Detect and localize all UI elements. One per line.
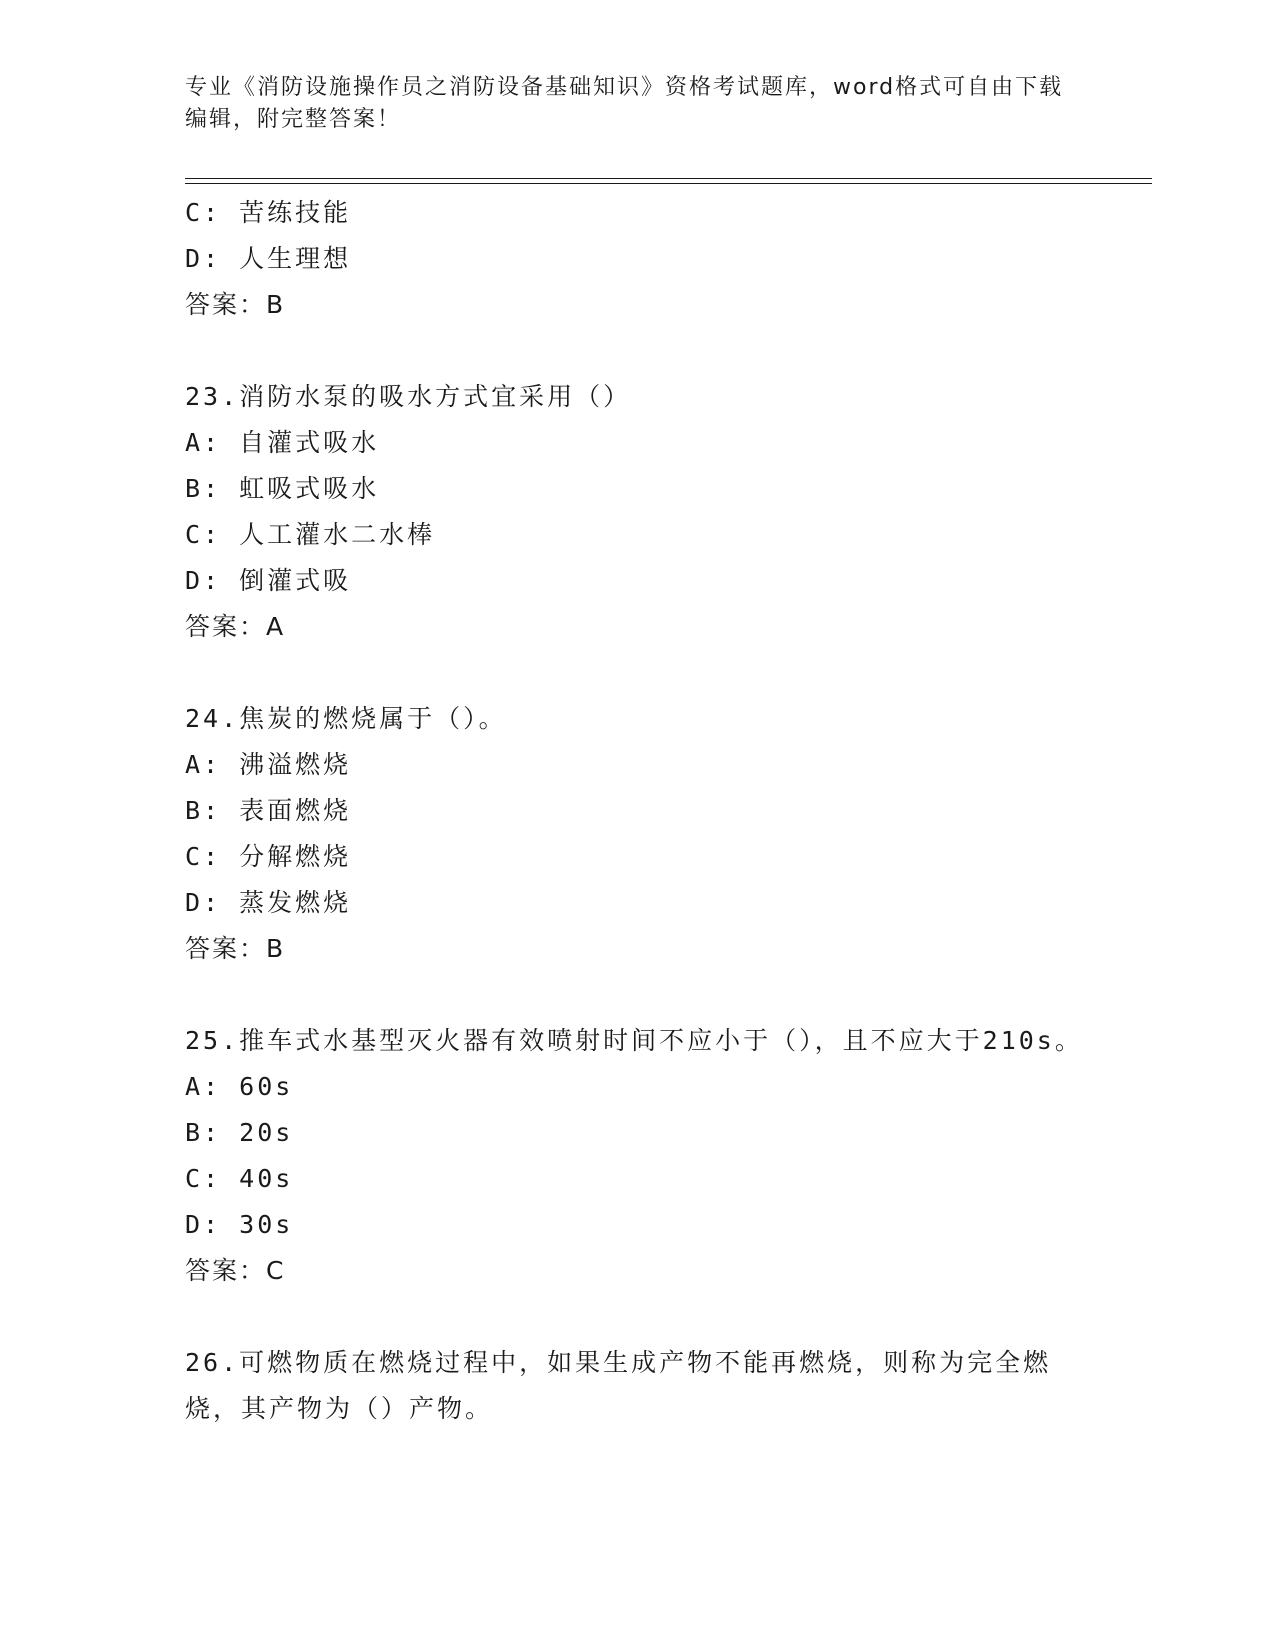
option-b: B: 虹吸式吸水 [185, 474, 380, 503]
question-stem: 25.推车式水基型灭火器有效喷射时间不应小于（），且不应大于210s。 [185, 1026, 1083, 1055]
option-c: C: 分解燃烧 [185, 842, 352, 871]
question-stem: 23.消防水泵的吸水方式宜采用（） [185, 382, 632, 411]
option-b: B: 表面燃烧 [185, 796, 352, 825]
answer-line: 答案：B [185, 934, 286, 963]
question-block-23 [185, 374, 1085, 650]
option-a: A: 自灌式吸水 [185, 428, 380, 457]
question-block-continued [185, 190, 1085, 328]
header-divider-top [185, 178, 1152, 179]
question-block-26 [185, 1340, 1085, 1432]
answer-line: 答案：A [185, 612, 286, 641]
question-stem: 26.可燃物质在燃烧过程中，如果生成产物不能再燃烧，则称为完全燃烧，其产物为（）产物。 [185, 1348, 1052, 1423]
answer-line: 答案：C [185, 1256, 286, 1285]
header-divider-bottom [185, 183, 1152, 184]
spacer [185, 328, 1085, 374]
document-header: 专业《消防设施操作员之消防设备基础知识》资格考试题库，word格式可自由下载编辑，附完整答案！ [185, 75, 1064, 132]
option-d: D: 倒灌式吸 [185, 566, 352, 595]
option-c: C: 人工灌水二水棒 [185, 520, 436, 549]
question-block-25 [185, 1018, 1085, 1294]
option-d: D: 人生理想 [185, 244, 352, 273]
spacer [185, 1294, 1085, 1340]
option-a: A: 60s [185, 1072, 294, 1101]
spacer [185, 650, 1085, 696]
option-a: A: 沸溢燃烧 [185, 750, 352, 779]
question-block-24 [185, 696, 1085, 972]
option-b: B: 20s [185, 1118, 294, 1147]
option-c: C: 40s [185, 1164, 294, 1193]
spacer [185, 972, 1085, 1018]
question-list [185, 190, 1085, 1432]
option-c: C: 苦练技能 [185, 198, 352, 227]
answer-line: 答案：B [185, 290, 286, 319]
question-stem: 24.焦炭的燃烧属于（）。 [185, 704, 507, 733]
option-d: D: 30s [185, 1210, 294, 1239]
option-d: D: 蒸发燃烧 [185, 888, 352, 917]
